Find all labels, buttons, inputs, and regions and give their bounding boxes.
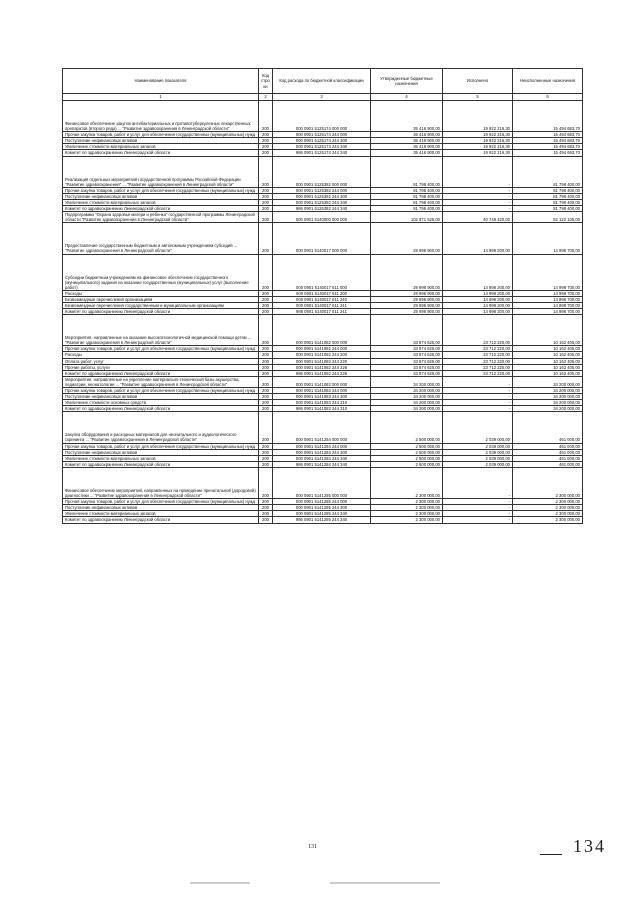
table-row	[63, 315, 583, 346]
table-row	[63, 296, 583, 302]
row-kbk: 000 0901 5141285 244 000	[273, 499, 371, 505]
row-executed: 23 712 220,00	[443, 315, 513, 346]
row-approved: 34 200 000,00	[371, 406, 443, 412]
row-unexecuted: 62 122 105,00	[513, 212, 583, 223]
row-code: 200	[259, 296, 273, 302]
row-name: Реализация отдельных мероприятий государственной программы Российской Федерации "Развитие здравоохранения" ... "Развитие здравоохранения в Ленинградской области"	[63, 156, 259, 187]
row-executed: 14 998 200,00	[443, 302, 513, 308]
row-code: 200	[259, 370, 273, 376]
row-unexecuted: 15 494 683,70	[513, 150, 583, 156]
row-approved: 81 798 400,00	[371, 199, 443, 205]
row-unexecuted: 15 494 683,70	[513, 132, 583, 138]
row-unexecuted: 81 798 400,00	[513, 206, 583, 212]
row-name: Финансовое обеспечение закупок антибактериальных и противотуберкулезных лекарственных препаратов (второго ряда) ... "Развитие здравоохранения в Ленинградской области"	[63, 101, 259, 132]
row-name: Подпрограмма "Охрана здоровья матери и ребенка" государственной программы Ленинградской области "Развитие здравоохранения в Ленинградской области"	[63, 212, 259, 223]
row-executed: 2 039 000,00	[443, 443, 513, 449]
table-row	[63, 144, 583, 150]
row-executed: -	[443, 400, 513, 406]
row-name: Прочая закупка товаров, работ и услуг для обеспечения государственных (муниципальных) нужд	[63, 346, 259, 352]
row-kbk: 000 0901 5125174 244 300	[273, 138, 371, 144]
row-executed: -	[443, 499, 513, 505]
row-kbk: 986 0901 5141082 244 226	[273, 370, 371, 376]
row-name: Комитет по здравоохранению Ленинградской области	[63, 309, 259, 315]
row-unexecuted: 14 998 700,00	[513, 302, 583, 308]
row-name: Поступление нефинансовых активов	[63, 505, 259, 511]
row-code: 200	[259, 406, 273, 412]
row-unexecuted: 10 162 405,00	[513, 315, 583, 346]
row-code: 200	[259, 467, 273, 498]
row-code: 200	[259, 346, 273, 352]
row-unexecuted: 461 000,00	[513, 443, 583, 449]
table-row	[63, 517, 583, 523]
row-kbk: 000 0901 5140000 000 000	[273, 212, 371, 223]
row-kbk: 000 0901 5140017 611 000	[273, 254, 371, 290]
row-code: 200	[259, 187, 273, 193]
row-unexecuted: 461 000,00	[513, 455, 583, 461]
row-approved: 2 500 000,00	[371, 461, 443, 467]
table-header-row	[63, 69, 583, 94]
row-unexecuted: 10 162 405,00	[513, 358, 583, 364]
row-kbk: 000 0901 5140017 611 241	[273, 302, 371, 308]
table-row	[63, 309, 583, 315]
row-unexecuted: 34 200 000,00	[513, 406, 583, 412]
table-row	[63, 254, 583, 290]
row-approved: 2 300 000,00	[371, 517, 443, 523]
row-executed: 23 712 220,00	[443, 370, 513, 376]
row-approved: 33 874 625,00	[371, 346, 443, 352]
row-name: Прочая закупка товаров, работ и услуг для обеспечения государственных (муниципальных) нужд	[63, 499, 259, 505]
row-name: Прочая закупка товаров, работ и услуг для обеспечения государственных (муниципальных) нужд	[63, 187, 259, 193]
row-unexecuted: 10 162 405,00	[513, 346, 583, 352]
table-body	[63, 101, 583, 524]
row-code: 200	[259, 254, 273, 290]
row-name: Прочая закупка товаров, работ и услуг для обеспечения государственных (муниципальных) нужд	[63, 443, 259, 449]
column-number: 1	[63, 94, 259, 101]
row-kbk: 000 0901 5140017 611 200	[273, 290, 371, 296]
row-unexecuted: 81 798 400,00	[513, 156, 583, 187]
row-approved: 29 996 900,00	[371, 296, 443, 302]
row-unexecuted: 34 200 000,00	[513, 376, 583, 387]
row-name: Комитет по здравоохранению Ленинградской области	[63, 517, 259, 523]
row-unexecuted: 14 998 700,00	[513, 254, 583, 290]
row-code: 200	[259, 132, 273, 138]
row-kbk: 000 0901 5141285 000 000	[273, 467, 371, 498]
row-name: Мероприятия, направленные на оказание высокотехнологичной медицинской помощи детям ... "Развитие здравоохранения в Ленинградской области"	[63, 315, 259, 346]
row-executed: 14 998 200,00	[443, 290, 513, 296]
row-unexecuted: 10 162 405,00	[513, 364, 583, 370]
row-kbk: 000 0901 5141285 244 340	[273, 511, 371, 517]
row-approved: 102 871 525,00	[371, 212, 443, 223]
row-name: Увеличение стоимости основных средств	[63, 400, 259, 406]
row-executed: 19 922 216,30	[443, 150, 513, 156]
row-approved: 2 500 000,00	[371, 412, 443, 443]
row-unexecuted: 2 300 000,00	[513, 505, 583, 511]
column-number: 3	[273, 94, 371, 101]
row-unexecuted: 34 200 000,00	[513, 394, 583, 400]
row-executed: 40 749 420,00	[443, 212, 513, 223]
row-kbk: 000 0901 5125382 244 000	[273, 187, 371, 193]
row-approved: 33 874 625,00	[371, 315, 443, 346]
row-unexecuted: 34 200 000,00	[513, 388, 583, 394]
row-kbk: 000 0901 5141083 244 000	[273, 388, 371, 394]
row-approved: 33 874 625,00	[371, 352, 443, 358]
row-unexecuted: 15 494 683,70	[513, 101, 583, 132]
row-executed: 23 712 220,00	[443, 364, 513, 370]
row-kbk: 000 0901 5125174 000 000	[273, 101, 371, 132]
row-executed: 19 922 216,30	[443, 138, 513, 144]
row-name: Безвозмездные перечисления организациям	[63, 296, 259, 302]
row-name: Комитет по здравоохранению Ленинградской области	[63, 150, 259, 156]
row-code: 200	[259, 315, 273, 346]
row-approved: 34 200 000,00	[371, 376, 443, 387]
row-executed: -	[443, 187, 513, 193]
row-name: Субсидии бюджетным учреждениям на финансовое обеспечение государственного (муниципального) задания на оказание государственных (муниципальных) услуг (выполнение работ)	[63, 254, 259, 290]
row-approved: 35 416 900,00	[371, 150, 443, 156]
row-executed: -	[443, 517, 513, 523]
row-name: Увеличение стоимости материальных запасов	[63, 199, 259, 205]
row-unexecuted: 2 300 000,00	[513, 499, 583, 505]
row-approved: 34 200 000,00	[371, 394, 443, 400]
row-approved: 2 500 000,00	[371, 455, 443, 461]
row-code: 200	[259, 193, 273, 199]
row-unexecuted: 81 798 400,00	[513, 187, 583, 193]
row-kbk: 000 0901 5125382 000 000	[273, 156, 371, 187]
row-executed: 19 922 216,30	[443, 144, 513, 150]
row-unexecuted: 15 494 683,70	[513, 144, 583, 150]
row-code: 200	[259, 223, 273, 254]
row-executed: -	[443, 467, 513, 498]
row-approved: 35 416 900,00	[371, 132, 443, 138]
table-row	[63, 223, 583, 254]
table-row	[63, 132, 583, 138]
row-name: Поступление нефинансовых активов	[63, 193, 259, 199]
row-code: 200	[259, 511, 273, 517]
row-kbk: 000 0901 5141082 244 200	[273, 352, 371, 358]
row-kbk: 000 0901 5141082 244 000	[273, 346, 371, 352]
row-code: 200	[259, 212, 273, 223]
header-name: Наименование показателя	[63, 69, 259, 94]
row-kbk: 000 0901 5141083 000 000	[273, 376, 371, 387]
row-approved: 35 416 900,00	[371, 138, 443, 144]
column-number: 5	[443, 94, 513, 101]
scan-noise	[190, 882, 250, 884]
row-approved: 29 996 900,00	[371, 290, 443, 296]
table-row	[63, 376, 583, 387]
row-approved: 2 300 000,00	[371, 499, 443, 505]
row-executed: 23 712 220,00	[443, 352, 513, 358]
header-approved: Утвержденные бюджетные назначения	[371, 69, 443, 94]
table-row	[63, 346, 583, 352]
column-number: 4	[371, 94, 443, 101]
row-name: Комитет по здравоохранению Ленинградской области	[63, 406, 259, 412]
scan-noise	[330, 882, 440, 884]
row-kbk: 000 0901 5141083 244 310	[273, 400, 371, 406]
row-kbk: 000 0901 5141284 244 340	[273, 455, 371, 461]
row-code: 200	[259, 388, 273, 394]
row-approved: 33 874 625,00	[371, 370, 443, 376]
row-code: 200	[259, 199, 273, 205]
table-row	[63, 455, 583, 461]
row-unexecuted: 14 998 700,00	[513, 290, 583, 296]
row-name: Увеличение стоимости материальных запасов	[63, 511, 259, 517]
row-name: Комитет по здравоохранению Ленинградской области	[63, 206, 259, 212]
row-executed: 2 039 000,00	[443, 461, 513, 467]
row-executed: 14 998 200,00	[443, 296, 513, 302]
row-kbk: 986 0901 5140017 611 241	[273, 309, 371, 315]
page-number: 131	[308, 844, 317, 850]
row-code: 200	[259, 394, 273, 400]
row-approved: 33 874 625,00	[371, 358, 443, 364]
row-approved: 29 996 900,00	[371, 309, 443, 315]
row-approved: 35 416 900,00	[371, 144, 443, 150]
row-executed: -	[443, 406, 513, 412]
row-name: Комитет по здравоохранению Ленинградской области	[63, 461, 259, 467]
row-executed: 2 039 000,00	[443, 449, 513, 455]
row-approved: 81 798 400,00	[371, 187, 443, 193]
row-code: 200	[259, 156, 273, 187]
row-name: Поступление нефинансовых активов	[63, 138, 259, 144]
row-executed: 23 712 220,00	[443, 358, 513, 364]
row-kbk: 000 0901 5141284 000 000	[273, 412, 371, 443]
row-kbk: 986 0901 5141083 244 310	[273, 406, 371, 412]
column-number: 6	[513, 94, 583, 101]
row-unexecuted: 10 162 405,00	[513, 370, 583, 376]
table-row	[63, 150, 583, 156]
row-kbk: 000 0901 5125174 244 340	[273, 144, 371, 150]
row-executed: 2 039 000,00	[443, 412, 513, 443]
row-name: Поступление нефинансовых активов	[63, 449, 259, 455]
row-kbk: 000 0901 5125382 244 300	[273, 193, 371, 199]
table-row	[63, 156, 583, 187]
header-kbk: Код расхода по бюджетной классификации	[273, 69, 371, 94]
row-approved: 34 200 000,00	[371, 388, 443, 394]
row-executed: 14 998 200,00	[443, 254, 513, 290]
row-unexecuted: 2 300 000,00	[513, 511, 583, 517]
row-code: 200	[259, 449, 273, 455]
row-name: Прочая закупка товаров, работ и услуг для обеспечения государственных (муниципальных) нужд	[63, 388, 259, 394]
row-name: Прочие работы, услуги	[63, 364, 259, 370]
row-name: Поступление нефинансовых активов	[63, 394, 259, 400]
row-approved: 81 798 400,00	[371, 156, 443, 187]
row-approved: 35 416 900,00	[371, 101, 443, 132]
row-kbk: 000 0901 5140017 611 240	[273, 296, 371, 302]
header-executed: Исполнено	[443, 69, 513, 94]
row-name: Комитет по здравоохранению Ленинградской области	[63, 370, 259, 376]
row-approved: 81 798 400,00	[371, 206, 443, 212]
row-code: 200	[259, 290, 273, 296]
row-unexecuted: 461 000,00	[513, 449, 583, 455]
row-code: 200	[259, 206, 273, 212]
row-executed: 23 712 220,00	[443, 346, 513, 352]
row-executed: -	[443, 206, 513, 212]
row-approved: 34 200 000,00	[371, 400, 443, 406]
table-row	[63, 370, 583, 376]
row-code: 200	[259, 150, 273, 156]
row-approved: 2 300 000,00	[371, 467, 443, 498]
row-kbk: 000 0901 5141083 244 300	[273, 394, 371, 400]
table-row	[63, 443, 583, 449]
row-unexecuted: 14 998 700,00	[513, 223, 583, 254]
row-approved: 33 874 625,00	[371, 364, 443, 370]
row-executed: -	[443, 199, 513, 205]
row-kbk: 986 0901 5141284 244 340	[273, 461, 371, 467]
row-code: 200	[259, 358, 273, 364]
row-executed: 19 922 216,30	[443, 101, 513, 132]
row-unexecuted: 15 494 683,70	[513, 138, 583, 144]
row-approved: 2 300 000,00	[371, 511, 443, 517]
row-executed: -	[443, 394, 513, 400]
table-row	[63, 467, 583, 498]
row-unexecuted: 81 798 400,00	[513, 193, 583, 199]
row-unexecuted: 461 000,00	[513, 412, 583, 443]
row-unexecuted: 14 998 700,00	[513, 309, 583, 315]
row-name: Прочая закупка товаров, работ и услуг для обеспечения государственных (муниципальных) нужд	[63, 132, 259, 138]
row-code: 200	[259, 400, 273, 406]
row-name: Предоставление государственным бюджетным и автономным учреждениям субсидий ... "Развитие здравоохранения в Ленинградской области"	[63, 223, 259, 254]
row-code: 200	[259, 455, 273, 461]
row-kbk: 000 0901 5141284 244 300	[273, 449, 371, 455]
row-approved: 2 500 000,00	[371, 449, 443, 455]
budget-table	[62, 68, 583, 524]
row-kbk: 000 0901 5125382 244 340	[273, 199, 371, 205]
row-code: 200	[259, 505, 273, 511]
row-code: 200	[259, 499, 273, 505]
row-code: 200	[259, 443, 273, 449]
row-unexecuted: 2 300 000,00	[513, 517, 583, 523]
row-code: 200	[259, 376, 273, 387]
row-code: 200	[259, 412, 273, 443]
row-name: Финансовое обеспечение мероприятий, направленных на проведение пренатальной (дородовой) диагностики ... "Развитие здравоохранения в Ленинградской области"	[63, 467, 259, 498]
row-executed: 19 922 216,30	[443, 132, 513, 138]
row-name: Расходы	[63, 290, 259, 296]
row-unexecuted: 2 300 000,00	[513, 467, 583, 498]
row-name: Расходы	[63, 352, 259, 358]
row-code: 200	[259, 309, 273, 315]
row-kbk: 986 0901 5125382 244 340	[273, 206, 371, 212]
row-kbk: 000 0901 5125174 244 000	[273, 132, 371, 138]
row-kbk: 000 0901 5141082 244 220	[273, 358, 371, 364]
row-name: Закупка оборудования и расходных материалов для неонатального и аудиологического скрининга ... "Развитие здравоохранения в Ленинградской области"	[63, 412, 259, 443]
row-name: Увеличение стоимости материальных запасов	[63, 144, 259, 150]
row-unexecuted: 34 200 000,00	[513, 400, 583, 406]
row-executed: 14 998 200,00	[443, 223, 513, 254]
row-kbk: 986 0901 5141285 244 340	[273, 517, 371, 523]
row-code: 200	[259, 364, 273, 370]
table-row	[63, 461, 583, 467]
row-executed: -	[443, 193, 513, 199]
row-executed: -	[443, 376, 513, 387]
row-executed: -	[443, 388, 513, 394]
row-code: 200	[259, 352, 273, 358]
row-code: 200	[259, 461, 273, 467]
table-row	[63, 412, 583, 443]
row-code: 200	[259, 517, 273, 523]
row-executed: -	[443, 156, 513, 187]
header-row-code: Код стро ки	[259, 69, 273, 94]
row-approved: 29 996 900,00	[371, 254, 443, 290]
row-approved: 2 500 000,00	[371, 443, 443, 449]
row-unexecuted: 81 798 400,00	[513, 199, 583, 205]
row-unexecuted: 461 000,00	[513, 461, 583, 467]
row-kbk: 000 0901 5141284 244 000	[273, 443, 371, 449]
row-unexecuted: 10 162 405,00	[513, 352, 583, 358]
row-kbk: 000 0901 5141082 244 226	[273, 364, 371, 370]
row-name: Мероприятия, направленные на укрепление материально-технической базы акушерства, педиатрии, неонатологии ... "Развитие здравоохранения в Ленинградской области"	[63, 376, 259, 387]
row-kbk: 000 0901 5141285 244 300	[273, 505, 371, 511]
row-code: 200	[259, 144, 273, 150]
row-approved: 2 300 000,00	[371, 505, 443, 511]
row-kbk: 000 0901 5141082 000 000	[273, 315, 371, 346]
table-row	[63, 101, 583, 132]
table-row	[63, 302, 583, 308]
row-code: 200	[259, 101, 273, 132]
row-approved: 29 996 900,00	[371, 302, 443, 308]
header-unexecuted: Неисполненные назначения	[513, 69, 583, 94]
row-approved: 81 798 400,00	[371, 193, 443, 199]
column-number: 2	[259, 94, 273, 101]
row-unexecuted: 14 998 700,00	[513, 296, 583, 302]
row-executed: 14 998 200,00	[443, 309, 513, 315]
separator-line	[540, 854, 562, 855]
row-code: 200	[259, 302, 273, 308]
row-executed: -	[443, 511, 513, 517]
row-executed: -	[443, 505, 513, 511]
row-executed: 2 039 000,00	[443, 455, 513, 461]
row-name: Увеличение стоимости материальных запасов	[63, 455, 259, 461]
row-name: Безвозмездные перечисления государственным и муниципальным организациям	[63, 302, 259, 308]
table-row	[63, 212, 583, 223]
row-approved: 29 996 900,00	[371, 223, 443, 254]
column-number-row	[63, 94, 583, 101]
row-kbk: 986 0901 5125174 244 340	[273, 150, 371, 156]
handwritten-sheet-number: 134	[573, 836, 606, 856]
row-code: 200	[259, 138, 273, 144]
row-name: Оплата работ, услуг	[63, 358, 259, 364]
row-kbk: 000 0901 5140017 000 000	[273, 223, 371, 254]
